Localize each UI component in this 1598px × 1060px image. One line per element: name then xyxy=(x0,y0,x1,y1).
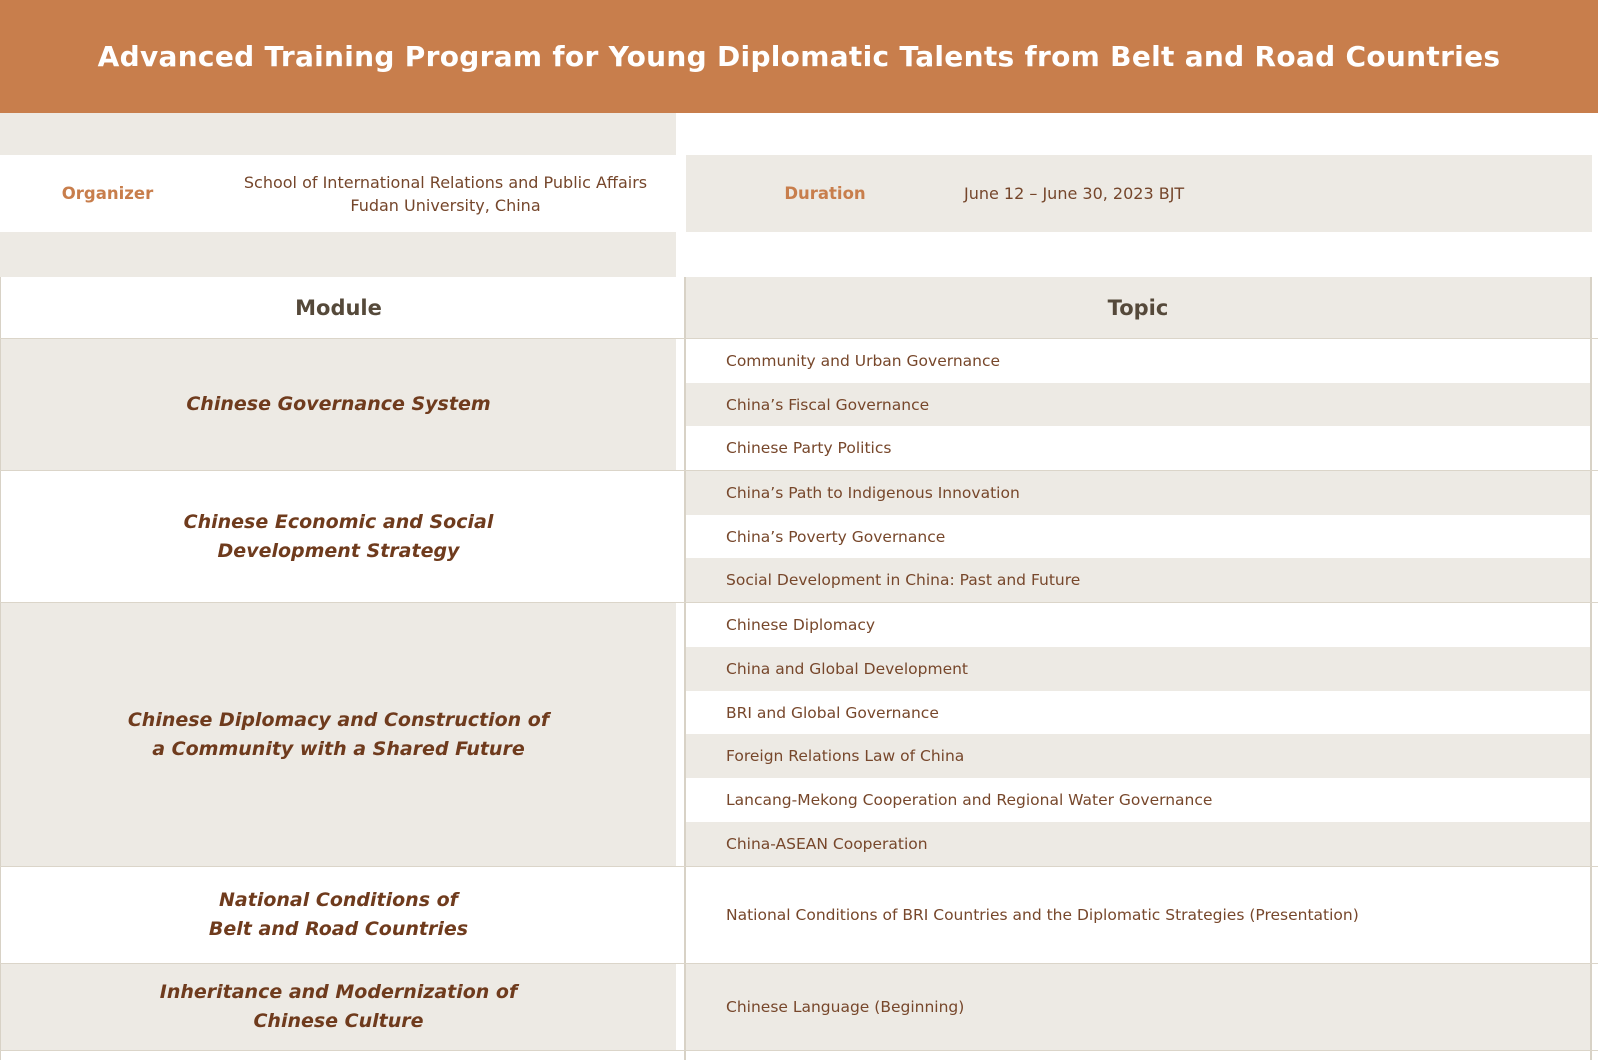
topic-row xyxy=(686,383,1590,427)
module-title-line: a Community with a Shared Future xyxy=(152,737,525,760)
module-title-line: Development Strategy xyxy=(217,539,460,562)
organizer-label: Organizer xyxy=(61,184,154,203)
spacer-row-top xyxy=(0,113,1598,155)
module-cell xyxy=(0,964,676,1050)
module-title-line: Chinese Governance System xyxy=(186,393,491,415)
topic-label: China’s Path to Indigenous Innovation xyxy=(726,483,1020,502)
topic-label: Social Development in China: Past and Future xyxy=(726,571,1081,590)
module-group-economic-social-development xyxy=(0,470,1598,602)
module-title xyxy=(160,978,518,1036)
topic-label: Chinese Party Politics xyxy=(726,439,892,458)
module-group-chinese-diplomacy-shared-future xyxy=(0,602,1598,866)
topic-row xyxy=(686,339,1590,383)
module-title-line: Inheritance and Modernization of xyxy=(159,981,518,1003)
module-title-line: Belt and Road Countries xyxy=(208,918,469,940)
spacer-left-cell xyxy=(0,113,676,155)
module-cell xyxy=(0,867,676,963)
topic-label: Chinese Diplomacy xyxy=(726,615,876,634)
bottom-right-cell xyxy=(684,1051,1592,1060)
topic-row xyxy=(686,964,1590,1050)
module-title-line: Chinese Culture xyxy=(253,1010,424,1032)
bottom-left-cell xyxy=(0,1051,676,1060)
topic-label: Foreign Relations Law of China xyxy=(726,747,965,766)
topic-row xyxy=(686,515,1590,559)
topic-list xyxy=(684,603,1592,866)
module-title xyxy=(186,390,490,419)
module-title-line: Chinese Economic and Social xyxy=(183,510,494,533)
topic-row xyxy=(686,822,1590,866)
topic-label: Chinese Language (Beginning) xyxy=(726,998,965,1016)
module-title xyxy=(184,508,494,566)
table-header-row xyxy=(0,277,1598,338)
topic-label: National Conditions of BRI Countries and the Diplomatic Strategies (Presentation) xyxy=(726,906,1359,924)
topic-label: China and Global Development xyxy=(726,659,969,678)
module-group-national-conditions-bri xyxy=(0,866,1598,963)
organizer-cell xyxy=(0,155,676,232)
topic-row xyxy=(686,691,1590,735)
organizer-value-line2: Fudan University, China xyxy=(350,195,541,215)
document-title-bar xyxy=(0,0,1598,113)
topic-row xyxy=(686,558,1590,602)
module-cell xyxy=(0,603,676,866)
organizer-value xyxy=(215,171,676,217)
topic-label: China’s Fiscal Governance xyxy=(726,395,930,414)
document-title: Advanced Training Program for Young Diplomatic Talents from Belt and Road Countries xyxy=(97,40,1501,73)
duration-value: June 12 – June 30, 2023 BJT xyxy=(964,184,1185,203)
duration-cell xyxy=(686,155,1592,232)
topic-label: Community and Urban Governance xyxy=(726,351,1001,370)
topic-label: China’s Poverty Governance xyxy=(726,527,946,546)
spacer-row-middle xyxy=(0,232,1598,277)
module-cell xyxy=(0,471,676,602)
topic-row xyxy=(686,647,1590,691)
duration-label: Duration xyxy=(784,184,866,203)
spacer-right-cell xyxy=(686,113,1592,155)
spacer-right-cell xyxy=(686,232,1592,277)
topic-list xyxy=(684,339,1592,470)
topic-row xyxy=(686,471,1590,515)
spacer-left-cell xyxy=(0,232,676,277)
topic-row xyxy=(686,867,1590,963)
module-group-chinese-governance-system xyxy=(0,338,1598,470)
topic-row xyxy=(686,778,1590,822)
topic-row xyxy=(686,603,1590,647)
topic-row xyxy=(686,734,1590,778)
topic-row xyxy=(686,426,1590,470)
topic-label: Lancang-Mekong Cooperation and Regional Water Governance xyxy=(726,791,1213,810)
module-title-line: National Conditions of xyxy=(219,889,458,911)
topic-list xyxy=(684,471,1592,602)
topic-label: China-ASEAN Cooperation xyxy=(726,835,928,854)
topic-list xyxy=(684,964,1592,1050)
module-column-header: Module xyxy=(0,277,676,338)
module-group-inheritance-chinese-culture xyxy=(0,963,1598,1050)
module-title xyxy=(128,706,549,764)
organizer-value-line1: School of International Relations and Public Affairs xyxy=(243,172,648,192)
bottom-cut-row xyxy=(0,1050,1598,1060)
module-title xyxy=(209,886,468,944)
topic-column-header: Topic xyxy=(684,277,1592,338)
info-row xyxy=(0,155,1598,232)
module-cell xyxy=(0,339,676,470)
topic-label: BRI and Global Governance xyxy=(726,703,939,722)
module-title-line: Chinese Diplomacy and Construction of xyxy=(127,708,550,731)
topic-list xyxy=(684,867,1592,963)
